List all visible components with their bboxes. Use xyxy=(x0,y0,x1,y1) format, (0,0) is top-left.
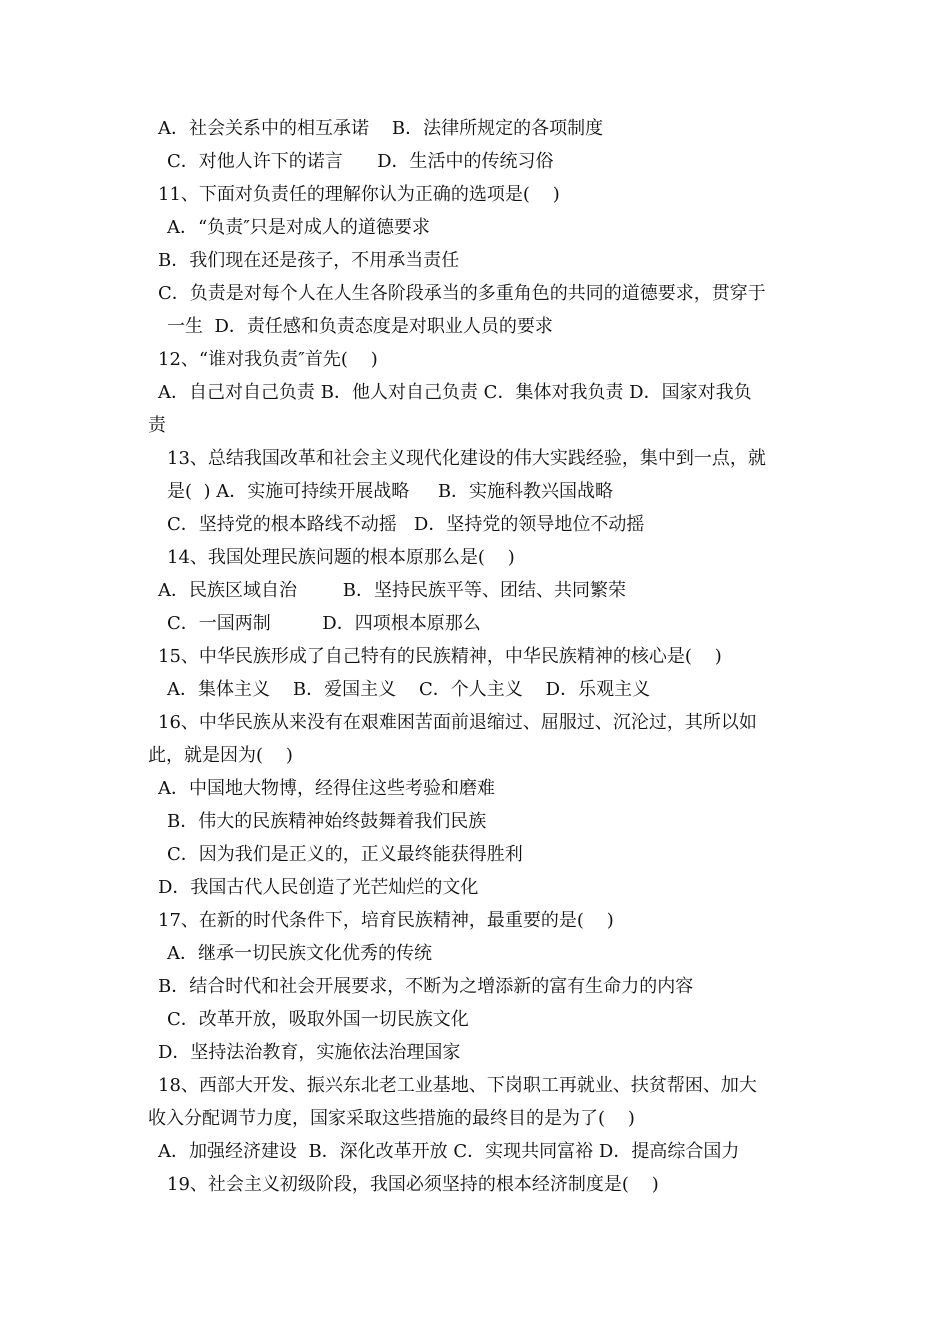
question-line: 11、下面对负责任的理解你认为正确的选项是( ) xyxy=(158,184,560,205)
option-line: A．“负责″只是对成人的道德要求 xyxy=(167,217,430,238)
option-line: A．继承一切民族文化优秀的传统 xyxy=(167,943,432,964)
question-line: 12、“谁对我负责″首先( ) xyxy=(158,349,378,370)
question-line: 13、总结我国改革和社会主义现代化建设的伟大实践经验，集中到一点，就 xyxy=(167,448,766,469)
option-line: A．集体主义 B．爱国主义 C．个人主义 D．乐观主义 xyxy=(167,679,651,700)
option-line: C．负责是对每个人在人生各阶段承当的多重角色的共同的道德要求，贯穿于 xyxy=(158,283,766,304)
option-line: C．改革开放，吸取外国一切民族文化 xyxy=(167,1009,469,1030)
option-line: A．加强经济建设 B．深化改革开放 C．实现共同富裕 D．提高综合国力 xyxy=(158,1141,740,1162)
option-line: D．我国古代人民创造了光芒灿烂的文化 xyxy=(158,877,479,898)
option-line: C．因为我们是正义的，正义最终能获得胜利 xyxy=(167,844,523,865)
question-line: 19、社会主义初级阶段，我国必须坚持的根本经济制度是( ) xyxy=(167,1174,659,1195)
option-line: C．对他人许下的诺言 D．生活中的传统习俗 xyxy=(167,151,554,172)
option-line: B．伟大的民族精神始终鼓舞着我们民族 xyxy=(167,811,487,832)
question-line: 收入分配调节力度，国家采取这些措施的最终目的是为了( ) xyxy=(148,1108,635,1129)
question-line: 17、在新的时代条件下，培育民族精神，最重要的是( ) xyxy=(158,910,614,931)
question-line: 此，就是因为( ) xyxy=(148,745,293,766)
option-line: A．社会关系中的相互承诺 B．法律所规定的各项制度 xyxy=(158,118,604,139)
option-line: B．我们现在还是孩子，不用承当责任 xyxy=(158,250,460,271)
option-line: A．自己对自己负责 B．他人对自己负责 C．集体对我负责 D．国家对我负 xyxy=(158,382,752,403)
option-line: A．中国地大物博，经得住这些考验和磨难 xyxy=(158,778,495,799)
option-line: 责 xyxy=(148,415,166,436)
question-line: 16、中华民族从来没有在艰难困苦面前退缩过、屈服过、沉沦过，其所以如 xyxy=(158,712,757,733)
option-line: A．民族区域自治 B．坚持民族平等、团结、共同繁荣 xyxy=(158,580,626,601)
option-line: C．一国两制 D．四项根本原那么 xyxy=(167,613,481,634)
option-line: B．结合时代和社会开展要求，不断为之增添新的富有生命力的内容 xyxy=(158,976,694,997)
option-line: 是( ) A．实施可持续开展战略 B．实施科教兴国战略 xyxy=(167,481,614,502)
question-line: 15、中华民族形成了自己特有的民族精神，中华民族精神的核心是( ) xyxy=(158,646,722,667)
question-line: 14、我国处理民族问题的根本原那么是( ) xyxy=(167,547,515,568)
question-line: 18、西部大开发、振兴东北老工业基地、下岗职工再就业、扶贫帮困、加大 xyxy=(158,1075,757,1096)
option-line: C．坚持党的根本路线不动摇 D．坚持党的领导地位不动摇 xyxy=(167,514,645,535)
option-line: 一生 D．责任感和负责态度是对职业人员的要求 xyxy=(167,316,553,337)
option-line: D．坚持法治教育，实施依法治理国家 xyxy=(158,1042,461,1063)
